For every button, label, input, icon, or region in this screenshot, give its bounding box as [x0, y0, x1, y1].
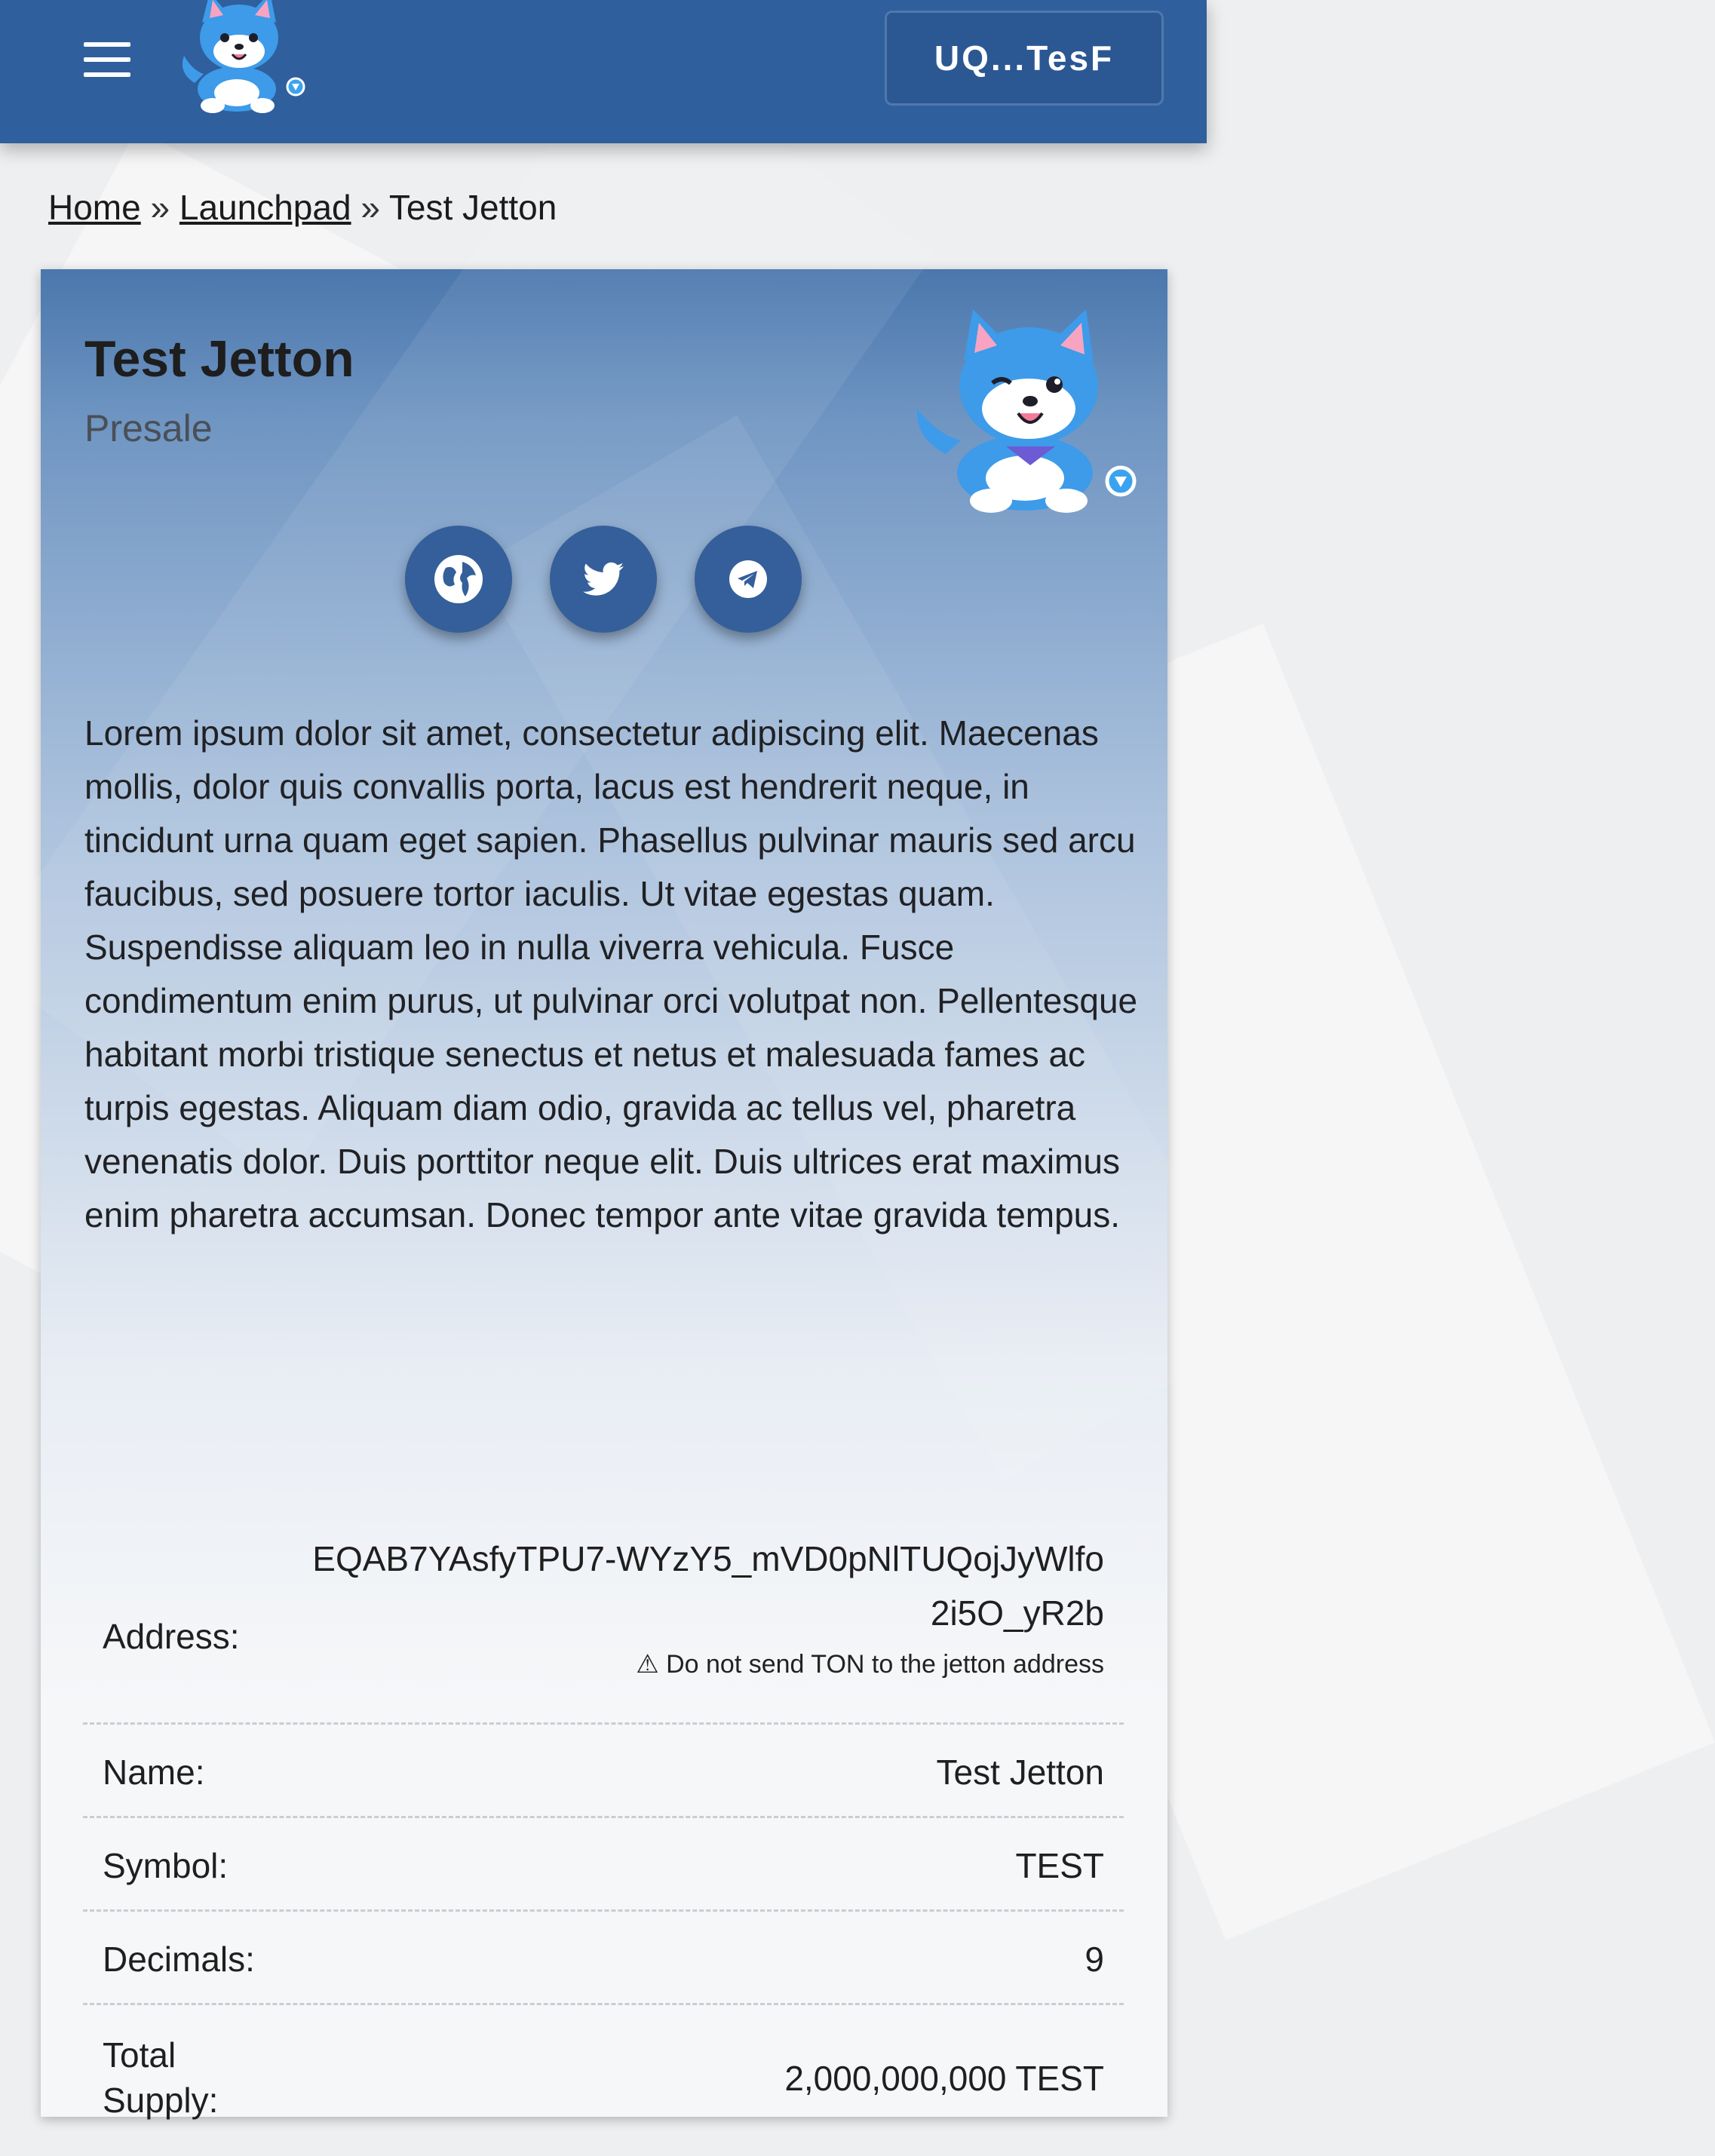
- detail-value: Test Jetton: [936, 1753, 1104, 1792]
- twitter-icon: [583, 562, 624, 597]
- breadcrumb: [48, 187, 557, 228]
- breadcrumb-separator: »: [360, 188, 380, 227]
- detail-label: Total Supply:: [103, 2035, 219, 2120]
- shiba-dog-mascot-icon: [900, 303, 1142, 522]
- breadcrumb-launchpad-link[interactable]: Launchpad: [179, 188, 351, 227]
- detail-row-total-supply: [83, 2005, 1124, 2156]
- detail-row-symbol: [83, 1818, 1124, 1912]
- detail-label: Address:: [103, 1617, 240, 1656]
- detail-label: Decimals:: [103, 1940, 255, 1979]
- project-description: Lorem ipsum dolor sit amet, consectetur adipiscing elit. Maecenas mollis, dolor quis convallis porta, lacus est hendrerit neque, in tincidunt urna quam eget sapien. Phasellus pulvinar mauris sed arcu faucibus, sed posuere tortor iaculis. Ut vitae egestas quam. Suspendisse aliquam leo in nulla viverra vehicula. Fusce condimentum enim purus, ut pulvinar orci volutpat non. Pellentesque habitant morbi tristique senectus et netus et malesuada fames ac turpis egestas. Aliquam diam odio, gravida ac tellus vel, pharetra venenatis dolor. Duis porttitor neque elit. Duis ultrices erat maximus enim pharetra accumsan. Donec tempor ante vitae gravida tempus.: [84, 713, 1138, 1234]
- sale-type-label: Presale: [84, 407, 213, 449]
- address-warning: ⚠ Do not send TON to the jetton address: [636, 1650, 1104, 1679]
- breadcrumb-current: Test Jetton: [388, 188, 557, 227]
- detail-row-name: [83, 1725, 1124, 1818]
- telegram-icon: [729, 560, 768, 599]
- detail-label: Symbol:: [103, 1846, 229, 1885]
- jetton-address-value[interactable]: EQAB7YAsfyTPU7-WYzY5_mVD0pNlTUQojJyWlfo2i5O_yR2b: [312, 1539, 1104, 1633]
- breadcrumb-separator: »: [150, 188, 170, 227]
- page-title: Test Jetton: [84, 330, 354, 388]
- globe-icon: [432, 553, 485, 606]
- breadcrumb-home-link[interactable]: Home: [48, 188, 141, 227]
- detail-value: 2,000,000,000 TEST: [784, 2059, 1104, 2098]
- detail-row-address: [83, 1521, 1124, 1725]
- jetton-card: [41, 269, 1167, 2120]
- telegram-link-button[interactable]: [695, 526, 802, 633]
- jetton-details-table: [83, 1521, 1124, 2156]
- top-app-bar: [0, 0, 1207, 143]
- detail-value: TEST: [1015, 1846, 1104, 1885]
- wallet-address-button[interactable]: UQ...TesF: [885, 11, 1164, 106]
- shiba-dog-logo-icon[interactable]: [167, 0, 311, 117]
- website-link-button[interactable]: [405, 526, 512, 633]
- detail-label: Name:: [103, 1753, 205, 1792]
- detail-row-decimals: [83, 1912, 1124, 2005]
- hamburger-menu-icon[interactable]: [81, 39, 134, 80]
- detail-value: 9: [1085, 1940, 1104, 1979]
- twitter-link-button[interactable]: [550, 526, 657, 633]
